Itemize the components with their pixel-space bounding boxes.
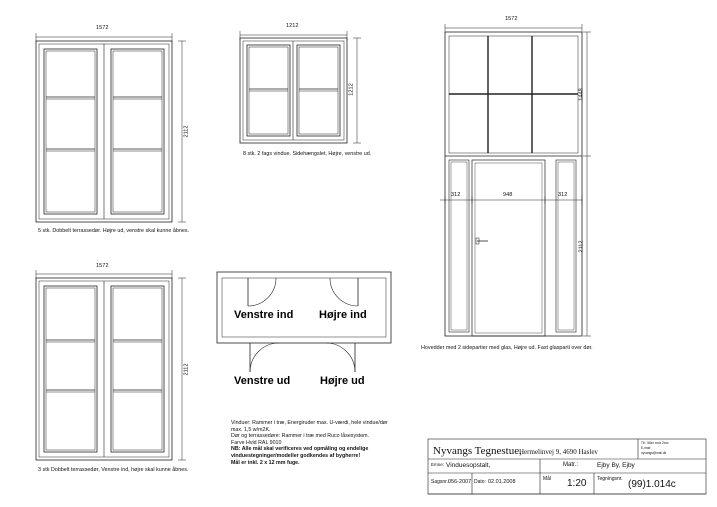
title-matr-value: Ejby By, Ejby — [597, 462, 635, 469]
entrance-door-drawing — [440, 24, 591, 336]
terrace-door-top-caption: 5 stk. Dobbelt terrassedør. Højre ud, venstre skal kunne åbnes. — [38, 228, 190, 234]
window-drawing — [240, 31, 361, 143]
entrance-side-left-dim: 312 — [451, 192, 461, 198]
note-doors: Dør og terrassedøre: Rammer i træ med Ruco låsesystem. — [231, 433, 370, 440]
legend-venstre-ind: Venstre ind — [234, 309, 294, 321]
terrace-door-top-height-dim: 2112 — [183, 125, 190, 138]
title-tegn-label: Tegningsnr. — [597, 476, 623, 482]
note-nb: NB: Alle mål skal verificeres ved opmåling og endelige vinduestegninger/modeller godkendes af bygherre! — [231, 446, 369, 459]
title-emne-value: Vinduesopstalt, — [446, 462, 491, 469]
entrance-top-height-dim: 1448 — [578, 88, 585, 101]
entrance-bottom-height-dim: 2112 — [578, 240, 585, 253]
legend-hojre-ud: Højre ud — [320, 375, 365, 387]
title-tegn-value: (99)1.014c — [628, 479, 676, 490]
terrace-door-top-width-dim: 1572 — [96, 25, 109, 31]
title-contact-email-label: E-mail: — [641, 446, 651, 450]
title-maal-label: Mål — [543, 476, 552, 482]
title-contact-phone: Tlf.: 56xx xxxx 2xxx — [641, 441, 669, 445]
title-dato-label: Dato: — [474, 479, 486, 485]
opening-legend-drawing — [217, 272, 391, 372]
terrace-door-bottom-drawing — [36, 270, 186, 460]
title-matr-label: Matr.: — [563, 462, 579, 468]
terrace-door-top-drawing — [36, 33, 186, 222]
terrace-door-bottom-height-dim: 2112 — [183, 363, 190, 376]
window-height-dim: 1212 — [348, 83, 355, 96]
title-company: Nyvangs Tegnestue, — [433, 445, 522, 457]
legend-hojre-ind: Højre ind — [319, 309, 367, 321]
entrance-caption: Hovedder med 2 sidepartier med glas, Højre ud. Fast glasparti over dør. — [421, 345, 593, 351]
title-dato-value: 02.01.2008 — [488, 479, 516, 485]
note-color: Farve Hvid RAL 9010 — [231, 439, 282, 446]
window-width-dim: 1212 — [286, 23, 299, 29]
note-windows: Vinduer: Rammer i træ, Energiruder max. U-værdi, hele vindue/dør max. 1,5 w/m2K. — [231, 420, 388, 433]
specification-notes — [231, 420, 391, 466]
title-sag-label: Sagsnr.: — [431, 479, 450, 485]
entrance-side-right-dim: 312 — [558, 192, 568, 198]
entrance-door-dim: 948 — [503, 192, 513, 198]
title-emne-label: Emne: — [431, 462, 445, 467]
title-sag-value: 056-2007 — [448, 479, 472, 485]
title-contact-email: nyvangs@mail.dk — [641, 451, 667, 455]
entrance-width-dim: 1572 — [505, 16, 518, 22]
legend-venstre-ud: Venstre ud — [234, 375, 291, 387]
title-maal-value: 1:20 — [567, 478, 587, 489]
terrace-door-bottom-caption: 3 stk Dobbelt terrassedør, Venstre ind, højre skal kunne åbnes. — [38, 467, 189, 473]
window-caption: 8 stk. 2 fags vindue. Sidehængslet, Højre, venstre ud. — [243, 151, 372, 157]
terrace-door-bottom-width-dim: 1572 — [96, 263, 109, 269]
title-address: Hermelinvej 9, 4690 Haslev — [519, 448, 598, 456]
note-joint: Mål er inkl. 2 x 12 mm fuge. — [231, 459, 300, 466]
